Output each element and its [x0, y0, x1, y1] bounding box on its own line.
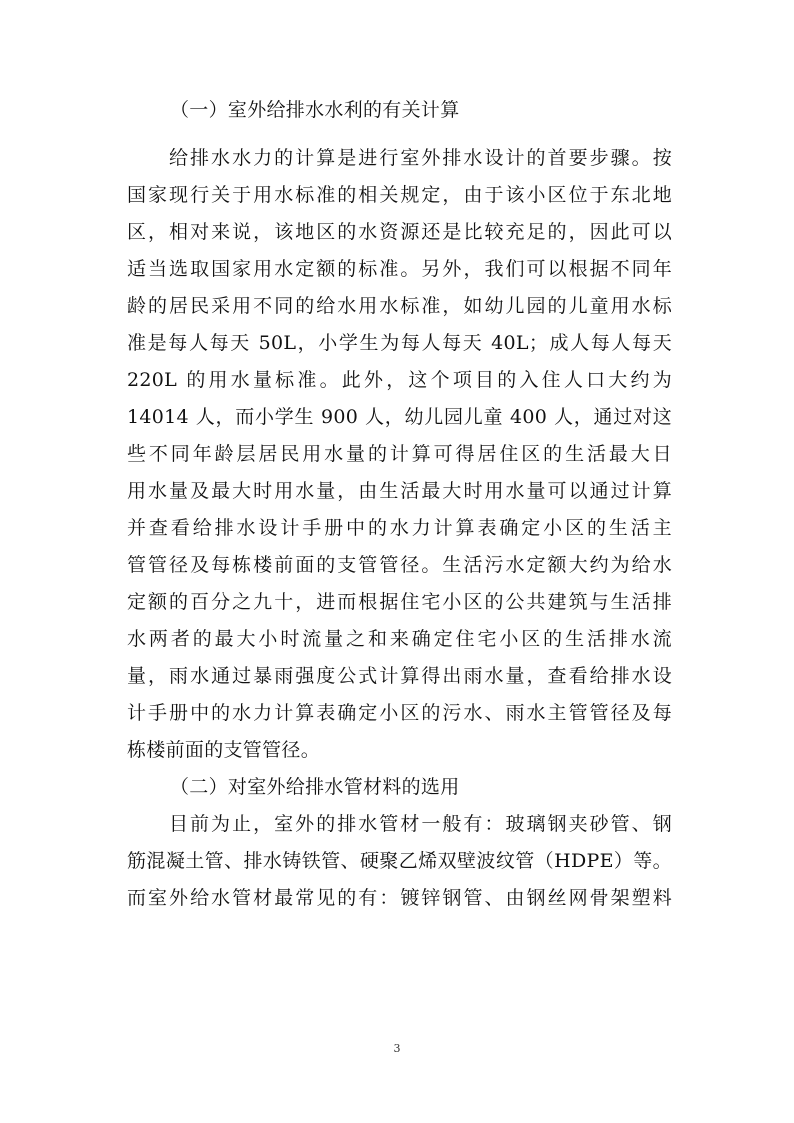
- paragraph-line: 国家现行关于用水标准的相关规定，由于该小区位于东北地: [127, 184, 672, 206]
- paragraph-line-last: 栋楼前面的支管管径。: [127, 739, 321, 761]
- paragraph-line: 区，相对来说，该地区的水资源还是比较充足的，因此可以: [127, 221, 672, 243]
- paragraph-line: 目前为止，室外的排水管材一般有：玻璃钢夹砂管、钢: [169, 813, 672, 835]
- paragraph-line: 量，雨水通过暴雨强度公式计算得出雨水量，查看给排水设: [127, 665, 672, 687]
- paragraph-line: 给排水水力的计算是进行室外排水设计的首要步骤。按: [169, 147, 672, 169]
- paragraph-line: 用水量及最大时用水量，由生活最大时用水量可以通过计算: [127, 480, 672, 502]
- paragraph-line: 水两者的最大小时流量之和来确定住宅小区的生活排水流: [127, 628, 672, 650]
- paragraph-line: 管管径及每栋楼前面的支管管径。生活污水定额大约为给水: [127, 554, 672, 576]
- paragraph-line: 适当选取国家用水定额的标准。另外，我们可以根据不同年: [127, 258, 672, 280]
- paragraph-line: 筋混凝土管、排水铸铁管、硬聚乙烯双壁波纹管（HDPE）等。: [127, 850, 672, 872]
- paragraph-line: 并查看给排水设计手册中的水力计算表确定小区的生活主: [127, 517, 672, 539]
- paragraph-line: 龄的居民采用不同的给水用水标准，如幼儿园的儿童用水标: [127, 295, 672, 317]
- paragraph-line: 准是每人每天 50L，小学生为每人每天 40L；成人每人每天: [127, 332, 672, 354]
- paragraph-line: 计手册中的水力计算表确定小区的污水、雨水主管管径及每: [127, 702, 672, 724]
- paragraph-line: 定额的百分之九十，进而根据住宅小区的公共建筑与生活排: [127, 591, 672, 613]
- section-heading-1: （一）室外给排水水利的有关计算: [170, 99, 460, 121]
- paragraph-line: 220L 的用水量标准。此外，这个项目的入住人口大约为: [127, 369, 672, 391]
- page-number: 3: [393, 1042, 401, 1055]
- paragraph-line: 些不同年龄层居民用水量的计算可得居住区的生活最大日: [127, 443, 672, 465]
- paragraph-line: 而室外给水管材最常见的有：镀锌钢管、由钢丝网骨架塑料: [127, 887, 672, 909]
- section-heading-2: （二）对室外给排水管材料的选用: [170, 776, 460, 798]
- paragraph-line: 14014 人，而小学生 900 人，幼儿园儿童 400 人，通过对这: [127, 406, 672, 428]
